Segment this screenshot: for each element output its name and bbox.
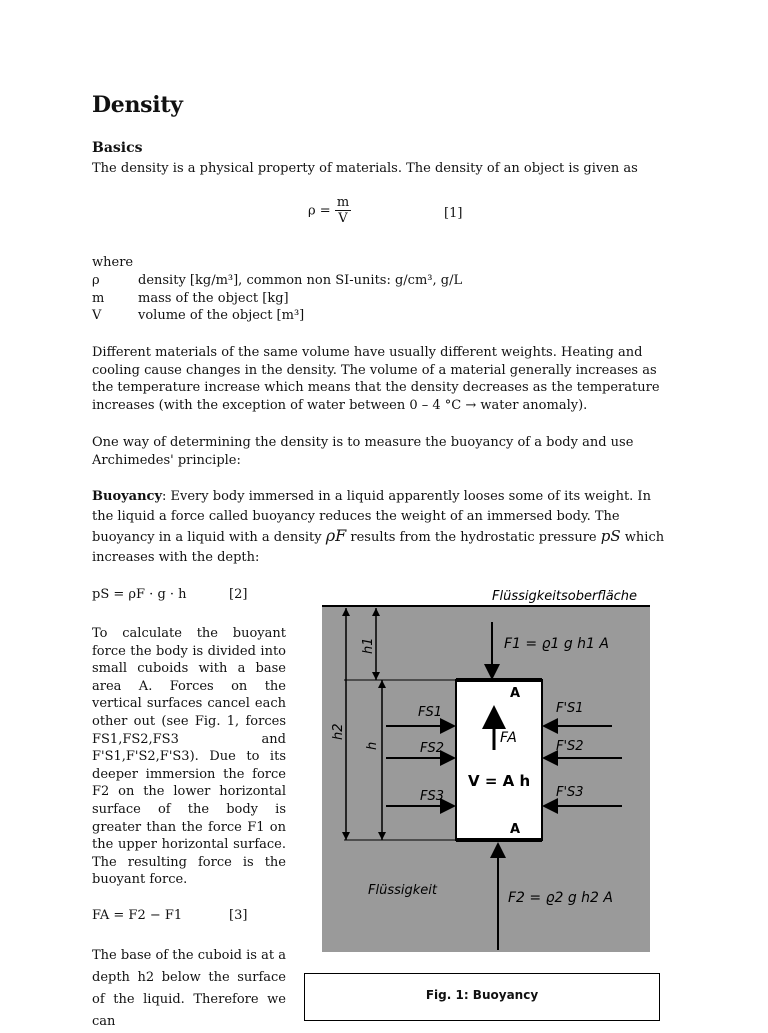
equation-1-fraction [335,196,351,226]
fa-label: FA [500,730,517,746]
buoyancy-diagram [322,580,650,952]
equation-2-number: [2] [229,587,248,602]
fs2-label: FS2 [420,741,445,756]
variable-description: volume of the object [m³] [138,308,305,323]
variable-symbol: V [92,308,102,323]
variable-row [92,272,462,290]
variable-symbol: ρ [92,273,100,288]
area-top-label: A [510,686,521,701]
buoyant-force-paragraph: To calculate the buoyant force the body is divided into small cuboids with a base area A. Forces on the vertical surfaces cancel each other out (see Fig. 1, forces FS1,FS2,FS3 and F'S1,F'S2,F'S3). Due to its deeper immersion the force F2 on the lower horizontal surface of the body is greater than the force F1 on the upper horizontal surface. The resulting force is the buoyant force. [92,626,286,888]
buoyancy-text-c: which increases with the depth: [92,530,665,565]
h1-label: h1 [361,637,376,654]
equation-1-lhs: ρ = [308,203,331,219]
fs1-label: FS1 [418,705,443,720]
equation-1-number: [1] [444,206,463,221]
buoyancy-term: Buoyancy [92,489,163,504]
section-heading-basics: Basics [92,140,143,156]
variable-description: mass of the object [kg] [138,291,289,306]
equation-3-number: [3] [229,908,248,923]
cuboid [456,680,542,840]
buoyancy-figure [322,580,650,952]
equation-2: pS = ρF · g · h [92,587,187,602]
where-label: where [92,255,134,270]
buoyancy-text-b: results from the hydrostatic pressure [346,530,601,546]
h-label: h [365,741,380,750]
liquid-label: Flüssigkeit [368,883,437,898]
equation-1-denominator: V [338,211,348,226]
equation-1 [308,196,351,226]
buoyancy-text-a: : Every body immersed in a liquid apparently looses some of its weight. In the liquid a force called buoyancy reduces the weight of an immersed body. The buoyancy in a liquid with a density [92,489,651,546]
variable-description: density [kg/m³], common non SI-units: g/cm³, g/L [138,273,463,288]
f2-label: F2 = ϱ2 g h2 A [508,890,613,906]
fs1p-label: F'S1 [556,701,584,716]
fs2p-label: F'S2 [556,739,584,754]
fs3-label: FS3 [420,789,445,804]
equation-3: FA = F2 − F1 [92,908,183,923]
materials-paragraph: Different materials of the same volume have usually different weights. Heating and cooling cause changes in the density. The volume of a material generally increases as the temperature increase which means that the density decreases as the temperature increases (with the exception of water between 0 – 4 °C → water anomaly). [92,345,660,413]
variable-row [92,307,304,325]
equation-1-numerator: m [336,195,350,210]
h2-label: h2 [331,723,346,740]
area-bottom-label: A [510,822,521,837]
surface-label: Flüssigkeitsoberfläche [492,589,638,604]
variable-row [92,290,289,308]
volume-label: V = A h [468,772,531,790]
depth-paragraph: The base of the cuboid is at a depth h2 below the surface of the liquid. Therefore we can [92,948,286,1029]
intro-paragraph: The density is a physical property of materials. The density of an object is given as [92,161,638,176]
buoyancy-paragraph [92,487,672,567]
variable-symbol: m [92,291,105,306]
archimedes-paragraph: One way of determining the density is to measure the buoyancy of a body and use Archimedes' principle: [92,435,634,468]
page-title: Density [92,92,183,118]
f1-label: F1 = ϱ1 g h1 A [504,636,609,652]
figure-caption-box [304,973,660,1021]
p-s-symbol: pS [600,527,621,546]
fs3p-label: F'S3 [556,785,584,800]
rho-f-symbol: ρF [325,526,347,546]
figure-caption: Fig. 1: Buoyancy [425,988,539,1002]
